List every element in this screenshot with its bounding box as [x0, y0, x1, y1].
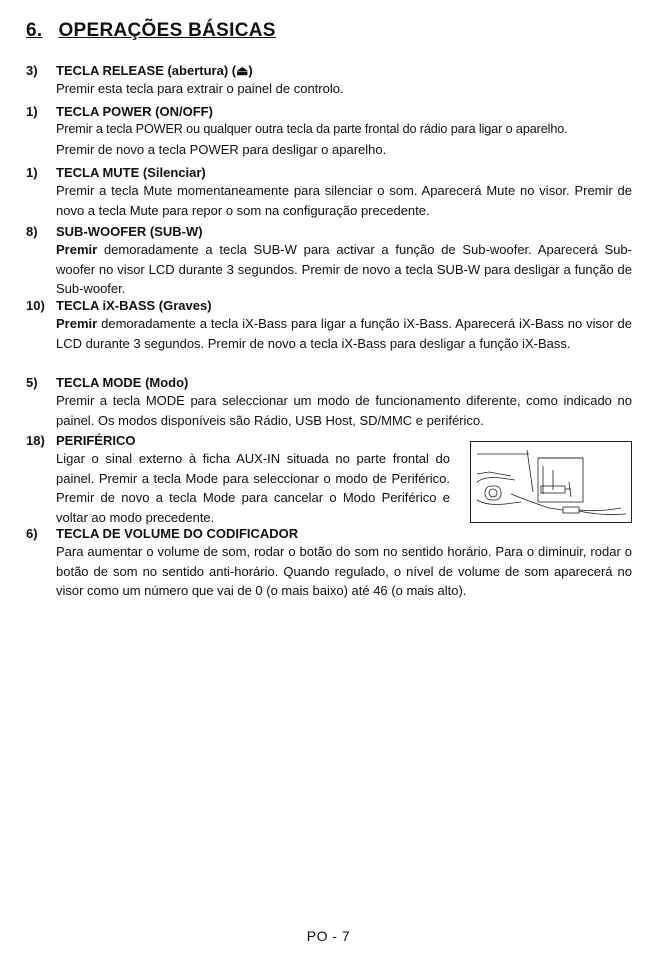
- heading-text: TECLA RELEASE (abertura): [56, 63, 229, 78]
- item-number: 1): [26, 104, 38, 119]
- item-number: 8): [26, 224, 38, 239]
- body-line: Premir a tecla POWER ou qualquer outra tecla da parte frontal do rádio para ligar o aparelho.: [56, 122, 568, 136]
- item-number: 5): [26, 375, 38, 390]
- section-body: [56, 120, 632, 159]
- body-text: demoradamente a tecla SUB-W para activar a função de Sub-woofer. Aparecerá Sub-woofer no visor LCD durante 3 segundos. Premir de novo a tecla SUB-W para desligar a função de Sub-woofer.: [56, 242, 632, 296]
- heading-text: TECLA DE VOLUME DO CODIFICADOR: [56, 526, 299, 541]
- body-line: Premir de novo a tecla POWER para desligar o aparelho.: [56, 141, 387, 157]
- section-body: Premir esta tecla para extrair o painel de controlo.: [56, 81, 344, 96]
- section-body: Premir a tecla MODE para seleccionar um modo de funcionamento diferente, como indicado no painel. Os modos disponíveis são Rádio, USB Host, SD/MMC e periférico.: [56, 393, 632, 428]
- body-text: demoradamente a tecla iX-Bass para ligar a função iX-Bass. Aparecerá iX-Bass no visor de LCD durante 3 segundos. Premir de novo a tecla iX-Bass para desligar a função iX-Bass.: [56, 316, 632, 351]
- section-heading: [26, 374, 632, 391]
- item-number: 1): [26, 165, 38, 180]
- page-number: PO - 7: [306, 928, 351, 944]
- item-number: 10): [26, 298, 45, 313]
- aux-cable-icon: [471, 442, 631, 522]
- section-body: Para aumentar o volume de som, rodar o botão do som no sentido horário. Para o diminuir, rodar o botão de som no sentido anti-horário. Quando regulado, o nível de volume de som aparecerá no visor como um número que vai de 0 (o mais baixo) até 46 (o mais alto).: [56, 544, 632, 598]
- page-title: [26, 20, 276, 42]
- heading-text: TECLA MUTE (Silenciar): [56, 165, 206, 180]
- bold-lead: Premir: [56, 316, 98, 331]
- section-ixbass: [26, 297, 632, 353]
- section-title: OPERAÇÕES BÁSICAS: [58, 20, 276, 41]
- heading-text: TECLA iX-BASS (Graves): [56, 298, 212, 313]
- section-body: [56, 314, 632, 353]
- section-volume: [26, 525, 632, 601]
- section-heading: [26, 103, 632, 120]
- section-mode: [26, 374, 632, 430]
- section-release: [26, 62, 632, 99]
- heading-text: PERIFÉRICO: [56, 433, 136, 448]
- section-heading: [26, 62, 632, 79]
- item-number: 6): [26, 526, 38, 541]
- section-number: 6.: [26, 20, 43, 41]
- eject-icon: (⏏): [231, 63, 253, 78]
- section-heading: [26, 164, 632, 181]
- heading-text: SUB-WOOFER (SUB-W): [56, 224, 203, 239]
- heading-text: TECLA MODE (Modo): [56, 375, 189, 390]
- aux-in-illustration: [470, 441, 632, 523]
- item-number: 3): [26, 63, 38, 78]
- section-mute: [26, 164, 632, 220]
- section-heading: [26, 297, 632, 314]
- bold-lead: Premir: [56, 242, 98, 257]
- section-subwoofer: [26, 223, 632, 299]
- section-body: [56, 240, 632, 299]
- section-heading: [26, 223, 632, 240]
- section-body: Premir a tecla Mute momentaneamente para silenciar o som. Aparecerá Mute no visor. Premir de novo a tecla Mute para repor o som na configuração precedente.: [56, 183, 632, 218]
- section-power: [26, 103, 632, 159]
- section-heading: [26, 525, 632, 542]
- heading-text: TECLA POWER (ON/OFF): [56, 104, 213, 119]
- item-number: 18): [26, 433, 45, 448]
- section-body: Ligar o sinal externo à ficha AUX-IN situada no parte frontal do painel. Premir a tecla Mode para seleccionar o modo de Periférico. Premir de novo a tecla Mode para cancelar o Modo Periférico e voltar ao modo precedente.: [56, 451, 450, 525]
